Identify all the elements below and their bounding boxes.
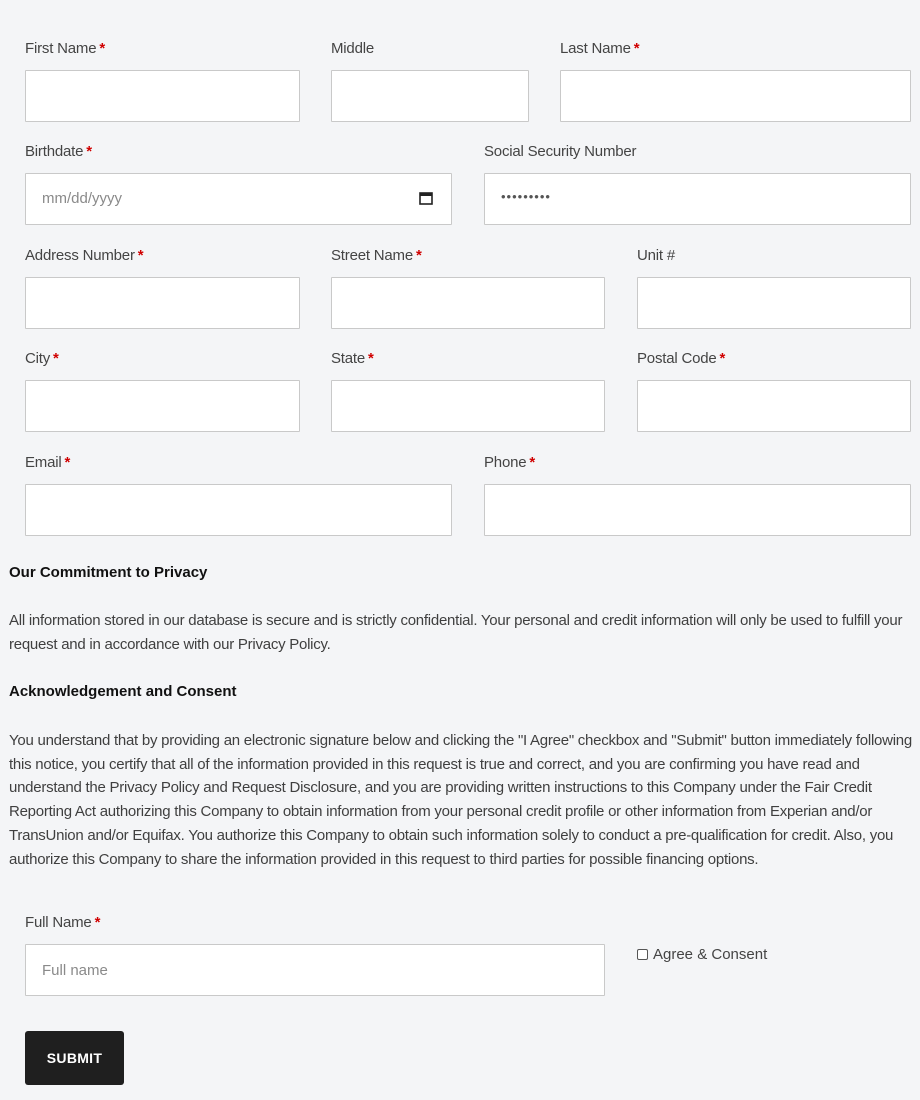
- middle-input[interactable]: [331, 70, 529, 122]
- street-name-input[interactable]: [331, 277, 605, 329]
- privacy-heading: Our Commitment to Privacy: [9, 564, 208, 581]
- birthdate-placeholder: mm/dd/yyyy: [42, 190, 123, 207]
- city-label: City *: [25, 350, 59, 367]
- birthdate-label: Birthdate *: [25, 143, 92, 160]
- email-label: Email *: [25, 454, 71, 471]
- first-name-input[interactable]: [25, 70, 300, 122]
- full-name-input[interactable]: [25, 944, 605, 996]
- submit-button[interactable]: SUBMIT: [25, 1031, 124, 1085]
- last-name-label: Last Name *: [560, 40, 640, 57]
- phone-label: Phone *: [484, 454, 536, 471]
- email-input[interactable]: [25, 484, 452, 536]
- state-label: State *: [331, 350, 374, 367]
- postal-code-input[interactable]: [637, 380, 911, 432]
- ssn-input[interactable]: [484, 173, 911, 225]
- middle-label: Middle: [331, 40, 374, 57]
- street-name-label: Street Name *: [331, 247, 422, 264]
- full-name-label: Full Name *: [25, 914, 101, 931]
- agree-consent-control[interactable]: [637, 946, 767, 963]
- unit-input[interactable]: [637, 277, 911, 329]
- ssn-label: Social Security Number: [484, 143, 637, 160]
- first-name-label: First Name *: [25, 40, 105, 57]
- city-input[interactable]: [25, 380, 300, 432]
- consent-text: You understand that by providing an electronic signature below and clicking the "I Agree" checkbox and "Submit" button immediately following this notice, you certify that all of the information provided in this request is true and correct, and you are confirming you have read and understand the Privacy Policy and Request Disclosure, and you are providing written instructions to this Company under the Fair Credit Reporting Act authorizing this Company to obtain information from your personal credit profile or other information from Experian and/or TransUnion and/or Equifax. You authorize this Company to obtain such information solely to conduct a pre-qualification for credit. Also, you authorize this Company to share the information provided in this request to third parties for possible financing options.: [9, 732, 912, 868]
- agree-consent-label[interactable]: Agree & Consent: [653, 946, 768, 963]
- postal-code-label: Postal Code *: [637, 350, 726, 367]
- birthdate-input[interactable]: [25, 173, 452, 225]
- address-number-input[interactable]: [25, 277, 300, 329]
- address-number-label: Address Number *: [25, 247, 144, 264]
- state-input[interactable]: [331, 380, 605, 432]
- ssn-masked-value: •••••••••: [501, 189, 551, 204]
- last-name-input[interactable]: [560, 70, 911, 122]
- consent-heading: Acknowledgement and Consent: [9, 683, 237, 700]
- privacy-text: All information stored in our database is secure and is strictly confidential. Your personal and credit information will only be used to fulfill your request and in accordance with our Privacy Policy.: [9, 612, 903, 653]
- calendar-icon[interactable]: [419, 191, 433, 205]
- phone-input[interactable]: [484, 484, 911, 536]
- agree-checkbox[interactable]: [637, 949, 648, 960]
- unit-label: Unit #: [637, 247, 675, 264]
